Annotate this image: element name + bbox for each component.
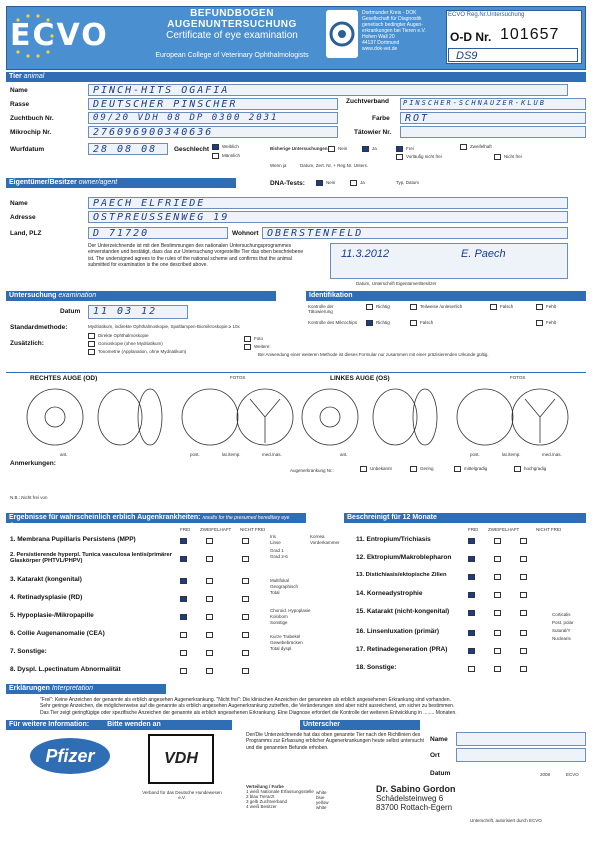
r15-doubt[interactable]: [494, 610, 501, 616]
tono-label: Tonometrie (Applanation, ohne Mydriatikum): [98, 349, 187, 354]
r12-free[interactable]: [468, 556, 475, 562]
result-item-4: 4. Retinadysplasie (RD): [10, 594, 83, 601]
eye-divider: [6, 372, 586, 373]
tattoo-wrong-label: Falsch: [500, 304, 514, 309]
r17-not[interactable]: [520, 648, 527, 654]
zuchtverband-label: Zuchtverband: [346, 98, 389, 105]
other-method-label: Weitere:: [254, 344, 271, 349]
severity-severe-checkbox[interactable]: [514, 466, 521, 472]
r15-not[interactable]: [520, 610, 527, 616]
col-notfree-right: NICHT FREI: [536, 527, 562, 532]
male-checkbox[interactable]: [212, 153, 219, 159]
r13-doubt[interactable]: [494, 574, 501, 580]
col-free-right: FREI: [468, 527, 479, 532]
tono-checkbox[interactable]: [88, 349, 95, 355]
reg-label: ECVO Reg.Nr.Untersuchung: [448, 12, 525, 18]
method-note: Bei Anwendung einer weiteren Methode ist dieses Formular nur zusammen mit einer präzisierenden Urkunde gültig.: [258, 352, 489, 357]
severity-mild-label: Gering: [420, 466, 434, 471]
r11-doubt[interactable]: [494, 538, 501, 544]
dna-no-label: Nein: [326, 180, 336, 185]
name-label: Name: [10, 87, 28, 94]
result-item-3: 3. Katarakt (kongenital): [10, 576, 82, 583]
notes-section-header: Erklärungen Interpretation: [6, 684, 166, 694]
r14-not[interactable]: [520, 592, 527, 598]
country-label: Land, PLZ: [10, 230, 42, 237]
r14-doubt[interactable]: [494, 592, 501, 598]
geschlecht-label: Geschlecht: [174, 146, 210, 153]
owner-section-header: Eigentümer/Besitzer owner/agent: [6, 178, 236, 188]
left-eye-label: LINKES AUGE (OS): [330, 375, 390, 382]
chip-wrong-label: Falsch: [420, 320, 434, 325]
result-item-17: 17. Retinadegeneration (PRA): [356, 646, 448, 653]
animal-name-field[interactable]: PINCH-HITS OGAFIA: [88, 84, 568, 96]
result-item-11: 11. Entropium/Trichiasis: [356, 536, 431, 543]
r16-not[interactable]: [520, 630, 527, 636]
reg-prefix: O-D Nr.: [450, 30, 492, 44]
r3-doubt[interactable]: [206, 578, 213, 584]
prev-no-checkbox[interactable]: [328, 146, 335, 152]
left-ant-label: ant.: [340, 452, 348, 457]
col-notfree: NICHT FREI: [240, 527, 266, 532]
rasse-label: Rasse: [10, 101, 30, 108]
female-checkbox[interactable]: [212, 144, 219, 150]
r3-not[interactable]: [242, 578, 249, 584]
additional-label: Zusätzlich:: [10, 340, 44, 347]
result-item-2: 2. Persistierende hyperpl. Tunica vasculosa lentis/primärer Glaskörper (PHTVL/PHPV): [10, 552, 172, 564]
city-label: Wohnort: [232, 230, 259, 237]
signature-caption: Datum, Unterschrift Eigentümer/Besitzer: [356, 281, 437, 286]
tattoo-missing-label: Fehlt: [546, 304, 557, 309]
other-method-checkbox[interactable]: [244, 344, 251, 350]
r7-free[interactable]: [180, 650, 187, 656]
owner-signature-box[interactable]: [330, 243, 568, 279]
nb-label: N.B.: Nicht frei von: [10, 495, 48, 500]
result-item-8: 8. Dyspl. L.pectinatum Abnormalität: [10, 666, 121, 673]
r6-not[interactable]: [242, 632, 249, 638]
result-item-6: 6. Collie Augenanomalie (CEA): [10, 630, 105, 637]
gonio-checkbox[interactable]: [88, 341, 95, 347]
address-field[interactable]: OSTPREUSSENWEG 19: [88, 211, 568, 223]
r17-free[interactable]: [468, 648, 475, 654]
cataract-options: Corticalis Post. polar Sutural/Y Nuclearis: [552, 612, 574, 641]
cert-12m-header: Beschreinigt für 12 Monate: [344, 513, 586, 523]
owner-declaration: Der Unterzeichnende ist mit den Bestimmungen des nationalen Untersuchungsprogrammes einverstanden und bestätigt, dass das zur Untersuchung vorgestellte Tier das oben beschriebene ist. The undersigned agrees to the rules of the national scheme and confirms that the animal submitted for examination is the one described above.: [88, 243, 304, 268]
col-doubtful: ZWEIFELHAFT: [200, 527, 232, 532]
r16-doubt[interactable]: [494, 630, 501, 636]
direct-ophth-label: Direkte Ophthalmoskopie: [98, 333, 149, 338]
dna-no-checkbox[interactable]: [316, 180, 323, 186]
form-subtitle: Certificate of eye examination: [166, 30, 298, 41]
r6-doubt[interactable]: [206, 632, 213, 638]
col-free: FREI: [180, 527, 191, 532]
prev-prelim-label: Vorläufig nicht frei: [406, 154, 442, 159]
exam-date-field[interactable]: 11 03 12: [88, 305, 188, 319]
result-item-5: 5. Hypoplasie-/Mikropapille: [10, 612, 94, 619]
exam-section-header: Untersuchung examination: [6, 291, 276, 301]
r4-free[interactable]: [180, 596, 187, 602]
result-item-13: 13. Distichiasis/ektopische Zilien: [356, 572, 447, 578]
remarks-label: Anmerkungen:: [10, 460, 56, 467]
right-ant-label: ant.: [60, 452, 68, 457]
right-eye-label: RECHTES AUGE (OD): [30, 375, 98, 382]
owner-name-field[interactable]: PAECH ELFRIEDE: [88, 197, 568, 209]
r8-doubt[interactable]: [206, 668, 213, 674]
r18-not[interactable]: [520, 666, 527, 672]
results-section-header: Ergebnisse für wahrscheinlich erblich Augenkrankheiten: results for the presumed hereditary eye diseases: [6, 513, 306, 523]
r11-not[interactable]: [520, 538, 527, 544]
r8-free[interactable]: [180, 668, 187, 674]
prev-free-checkbox[interactable]: [396, 146, 403, 152]
owner-signature-date: 11.3.2012: [341, 248, 390, 260]
result-item-18: 18. Sonstige:: [356, 664, 397, 671]
prev-prelim-checkbox[interactable]: [396, 154, 403, 160]
r1-free[interactable]: [180, 538, 187, 544]
examiner-name-field[interactable]: [456, 732, 586, 746]
city-field[interactable]: OBERSTENFELD: [262, 227, 568, 239]
r16-free[interactable]: [468, 630, 475, 636]
place-label: Ort: [430, 752, 440, 759]
tattoo-wrong-checkbox[interactable]: [490, 304, 497, 310]
prev-notfree-checkbox[interactable]: [494, 154, 501, 160]
prev-free-label: Frei: [406, 146, 414, 151]
result-item-12: 12. Ektropium/Makroblepharon: [356, 554, 452, 561]
dok-address: Dortmunder Kreis - DOK Gesellschaft für Diagnostik genetisch bedingter Augen- erkrankungen bei Tieren e.V. Hohen Wall 20 44137 Dortmund www.dok-vet.de: [362, 10, 426, 52]
distribution-list: Verteilung / Farbe 1 weiß Nationale Erfassungsstelle 2 blau Tierarzt 3 gelb Zuchtverband 4 weiß Besitzer: [246, 784, 314, 809]
tattoo-field[interactable]: [400, 126, 586, 138]
right-photos-label: FOTOS: [230, 375, 246, 380]
birthdate-field[interactable]: 28 08 08: [88, 143, 168, 155]
chip-missing-label: Fehlt: [546, 320, 557, 325]
address-label: Adresse: [10, 214, 36, 221]
photo-label: Foto: [254, 336, 264, 341]
severity-moderate-label: mittelgradig: [464, 466, 488, 471]
col-doubtful-right: ZWEIFELHAFT: [488, 527, 520, 532]
r17-doubt[interactable]: [494, 648, 501, 654]
prev-yes-checkbox[interactable]: [362, 146, 369, 152]
prev-doubtful-checkbox[interactable]: [460, 144, 467, 150]
zuchtbuch-label: Zuchtbuch Nr.: [10, 115, 54, 122]
exam-footer-date-label: Datum: [430, 770, 451, 777]
dna-yes-label: Ja: [360, 180, 365, 185]
tattoo-check-label: Kontrolle der Tätowierung: [308, 304, 334, 314]
taetowier-label: Tätowier Nr.: [354, 129, 392, 136]
animal-section-header: Tier animal: [6, 72, 586, 82]
result-item-7: 7. Sonstige:: [10, 648, 47, 655]
pfizer-logo: Pfizer: [30, 738, 110, 774]
right-results-list: [356, 536, 468, 682]
dna-yes-checkbox[interactable]: [350, 180, 357, 186]
vdh-logo: VDH: [148, 734, 214, 784]
prev-notfree-label: Nicht frei: [504, 154, 522, 159]
result-item-16: 16. Linsenluxation (primär): [356, 628, 440, 635]
notes-text: "Frei": Keine Anzeichen der genannte als erblich angesehen Augenerkrankung. "Nicht frei": Die klinischen Anzeichen der genannten als erblich angesehenen Erkrankung sind vorhanden. Sehr geringe Anzeichen, die möglicherweise auf die genannte als erblich angesehen Augenerkrankung zutreffen, die Veränderungen sind aber nicht ausreichend, um sicher zu bestimmen. Das Tier zeigt geringfügige oder spezifische Anzeichen der genannte als erblich angesehenen Erkrankung. Eine Diagnose erfordert die Kontrolle der weiteren Entwicklung in ........ Monaten.: [40, 697, 457, 716]
place-field[interactable]: [456, 748, 586, 762]
r7-doubt[interactable]: [206, 650, 213, 656]
examiner-section-header: Unterscher: [300, 720, 420, 730]
info-section-header: Für weitere Information: Bitte wenden an: [6, 720, 232, 730]
tattoo-correct-label: Richtig: [376, 304, 390, 309]
r12-doubt[interactable]: [494, 556, 501, 562]
severity-mild-checkbox[interactable]: [410, 466, 417, 472]
breed-field[interactable]: DEUTSCHER PINSCHER: [88, 98, 338, 110]
r13-free[interactable]: [468, 574, 475, 580]
r5-not[interactable]: [242, 614, 249, 620]
tattoo-partial-checkbox[interactable]: [410, 304, 417, 310]
color-field[interactable]: ROT: [400, 112, 586, 124]
r1-not[interactable]: [242, 538, 249, 544]
tattoo-partial-label: Teilweise /unleserlich: [420, 304, 463, 309]
left-lat-label: lat./temp.: [502, 452, 521, 457]
r18-doubt[interactable]: [494, 666, 501, 672]
female-label: Weiblich: [222, 144, 239, 149]
tattoo-correct-checkbox[interactable]: [366, 304, 373, 310]
microchip-field[interactable]: 276096900340636: [88, 126, 338, 138]
right-post-label: post.: [190, 452, 200, 457]
sub-options: Iris Linse Grad 1 Grad 2-6 Multifokal Geographisch Total Choroid. Hypoplasie Kolobom Sonstige Kurze Trabekel Gewebebrücken Total dyspl.: [270, 534, 311, 651]
eye-diagrams: [20, 385, 580, 455]
left-post-label: post.: [470, 452, 480, 457]
dok-logo: [326, 10, 358, 58]
r4-not[interactable]: [242, 596, 249, 602]
gonio-label: Gonioskopie (ohne Mydriatikum): [98, 341, 163, 346]
ecvo-logo: ECVO: [10, 18, 109, 53]
examiner-name-label: Name: [430, 736, 448, 743]
male-label: Männlich: [222, 153, 241, 158]
if-yes-label: Wenn ja: [270, 163, 287, 168]
r18-free[interactable]: [468, 666, 475, 672]
chip-correct-label: Richtig: [376, 320, 390, 325]
standard-method-label: Standardmethode:: [10, 324, 68, 331]
severity-unknown-label: Unbekannt: [370, 466, 392, 471]
reg-number: 101657: [500, 26, 560, 43]
left-results-list: [10, 536, 180, 684]
vet-authorized-note: Unterschrift, autorisiert durch ECVO: [470, 818, 542, 823]
right-lat-label: lat./temp.: [222, 452, 241, 457]
wurfdatum-label: Wurfdatum: [10, 146, 45, 153]
examiner-declaration: Der/Die Unterzeichnende hat das oben genannte Tier nach den Richtlinien des Programms zur Erfassung erblicher Augenerkrankungen heute selbst untersucht und die genannten Befunde erhoben.: [246, 732, 424, 751]
studbook-field[interactable]: 09/20 VDH 08 DP 0300 2031: [88, 112, 338, 124]
prev-yes-label: Ja: [372, 146, 377, 151]
r2-doubt[interactable]: [206, 556, 213, 562]
chip-correct-checkbox[interactable]: [366, 320, 373, 326]
left-photos-label: FOTOS: [510, 375, 526, 380]
owner-name-label: Name: [10, 200, 28, 207]
distribution-colors: white blue yellow white: [316, 790, 329, 810]
dna-type-label: Typ, Datum: [396, 180, 420, 185]
r5-doubt[interactable]: [206, 614, 213, 620]
severity-unknown-checkbox[interactable]: [360, 466, 367, 472]
right-med-label: med./nas.: [262, 452, 282, 457]
r1-doubt[interactable]: [206, 538, 213, 544]
r4-doubt[interactable]: [206, 596, 213, 602]
r14-free[interactable]: [468, 592, 475, 598]
photo-checkbox[interactable]: [244, 336, 251, 342]
result-item-15: 15. Katarakt (nicht-kongenital): [356, 608, 450, 615]
r8-not[interactable]: [242, 668, 249, 674]
college-name: European College of Veterinary Ophthalmologists: [155, 52, 309, 59]
cert-date-label: Datum, Zert. Nr. + Reg.Nr. Unters.: [300, 163, 369, 168]
breed-club-field[interactable]: PINSCHER-SCHNAUZER-KLUB: [400, 98, 586, 110]
r15-free[interactable]: [468, 610, 475, 616]
prev-doubtful-label: Zweifelhaft: [470, 144, 492, 149]
r11-free[interactable]: [468, 538, 475, 544]
r5-free[interactable]: [180, 614, 187, 620]
direct-ophth-checkbox[interactable]: [88, 333, 95, 339]
standard-method-value: Mydriatikum, indirekte Ophthalmoskopie, Spaltlampen-Biomikroskopie ≥ 10x: [88, 324, 240, 329]
prev-no-label: Nein: [338, 146, 348, 151]
ident-section-header: Identifikation: [306, 291, 586, 301]
tattoo-missing-checkbox[interactable]: [536, 304, 543, 310]
owner-signature: E. Paech: [461, 248, 506, 260]
farbe-label: Farbe: [372, 115, 390, 122]
severity-severe-label: hochgradig: [524, 466, 547, 471]
severity-moderate-checkbox[interactable]: [454, 466, 461, 472]
left-med-label: med./nas.: [542, 452, 562, 457]
mikrochip-label: Mikrochip Nr.: [10, 129, 52, 136]
r2-not[interactable]: [242, 556, 249, 562]
r13-not[interactable]: [520, 574, 527, 580]
form-title: BEFUNDBOGEN AUGENUNTERSUCHUNG: [167, 8, 297, 30]
r7-not[interactable]: [242, 650, 249, 656]
reg-hand-value: DS9: [456, 50, 478, 62]
year: 2008: [540, 772, 551, 777]
chip-missing-checkbox[interactable]: [536, 320, 543, 326]
r2-free[interactable]: [180, 556, 187, 562]
zip-field[interactable]: D 71720: [88, 227, 228, 239]
opt-vorderkammer: Vorderkammer: [310, 540, 340, 545]
previous-exams-label: Bisherige Untersuchungen: [270, 146, 328, 151]
result-item-14: 14. Korneadystrophie: [356, 590, 423, 597]
result-item-1: 1. Membrana Pupillaris Persistens (MPP): [10, 536, 136, 543]
r3-free[interactable]: [180, 578, 187, 584]
vet-stamp: Dr. Sabino Gordon Schädelsteinweg 6 83700 Rottach-Egern: [376, 784, 456, 812]
r12-not[interactable]: [520, 556, 527, 562]
exam-date-label: Datum: [60, 308, 81, 315]
dna-label: DNA-Tests:: [270, 180, 305, 187]
chip-wrong-checkbox[interactable]: [410, 320, 417, 326]
ecvo-mark: ECVO: [566, 772, 579, 777]
eye-disease-label: Augenerkrankung Nr.:: [290, 468, 334, 473]
opt-kornea: Kornea: [310, 534, 325, 539]
r6-free[interactable]: [180, 632, 187, 638]
chip-check-label: Kontrolle des Mikrochips: [308, 320, 358, 325]
vdh-caption: Verband für das Deutsche Hundewesen e.V.: [142, 790, 222, 800]
